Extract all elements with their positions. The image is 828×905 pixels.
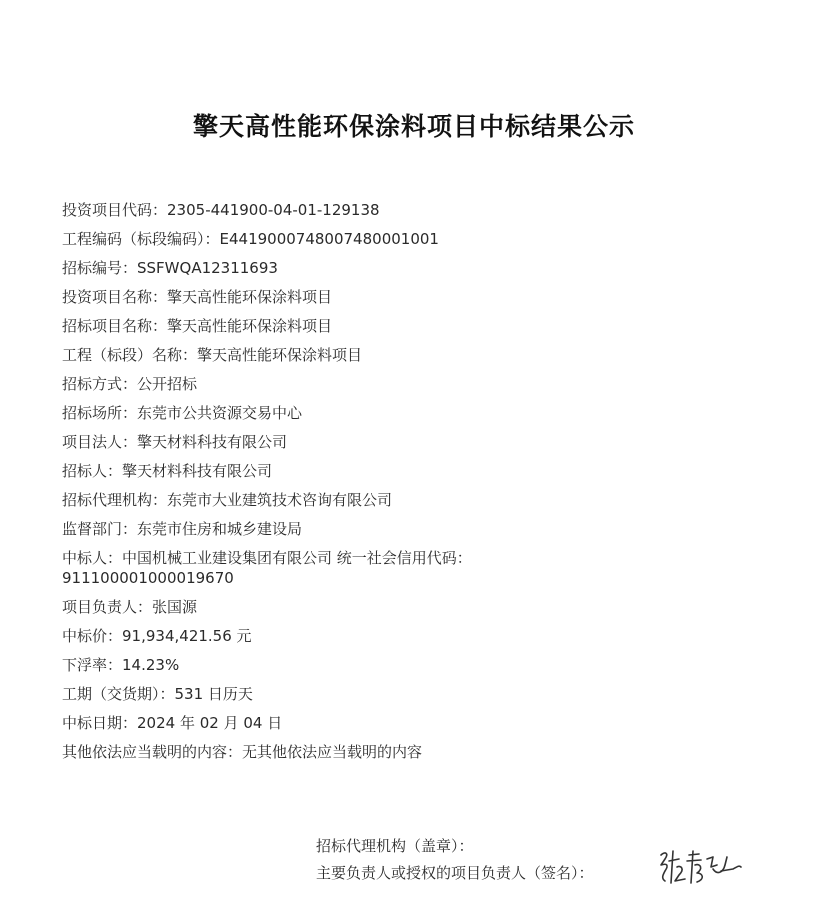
field-value: 公开招标 xyxy=(137,375,198,393)
field-value: 擎天材料科技有限公司 xyxy=(137,433,288,451)
field-tender-number xyxy=(62,258,802,278)
field-value: 擎天高性能环保涂料项目 xyxy=(167,317,333,335)
field-label: 招标人： xyxy=(62,462,123,480)
field-project-legal-entity xyxy=(62,432,802,452)
field-tender-method xyxy=(62,374,802,394)
field-value: 14.23% xyxy=(122,656,180,674)
field-value: 擎天高性能环保涂料项目 xyxy=(167,288,333,306)
field-label: 投资项目代码： xyxy=(62,201,168,219)
document-fields xyxy=(62,200,802,771)
field-value: 无其他依法应当载明的内容 xyxy=(242,743,423,761)
field-label: 招标方式： xyxy=(62,375,138,393)
field-value: SSFWQA12311693 xyxy=(137,259,278,277)
field-label: 下浮率： xyxy=(62,656,123,674)
page-title: 擎天高性能环保涂料项目中标结果公示 xyxy=(192,112,635,141)
field-project-code xyxy=(62,229,802,249)
field-value: 531 日历天 xyxy=(174,685,253,703)
field-project-manager xyxy=(62,597,802,617)
field-winning-bidder xyxy=(62,548,562,588)
field-value: 91,934,421.56 元 xyxy=(122,627,252,645)
field-award-date xyxy=(62,713,802,733)
field-label: 招标项目名称： xyxy=(62,317,168,335)
field-tender-venue xyxy=(62,403,802,423)
field-value: 东莞市大业建筑技术咨询有限公司 xyxy=(167,491,393,509)
field-label: 项目负责人： xyxy=(62,598,153,616)
field-discount-rate xyxy=(62,655,802,675)
field-label: 中标日期： xyxy=(62,714,138,732)
field-tender-project-name xyxy=(62,316,802,336)
field-label: 工期（交货期）： xyxy=(62,685,175,703)
field-value: 擎天材料科技有限公司 xyxy=(122,462,273,480)
field-investment-name xyxy=(62,287,802,307)
field-label: 招标编号： xyxy=(62,259,138,277)
field-tender-agency xyxy=(62,490,802,510)
field-value: 东莞市住房和城乡建设局 xyxy=(137,520,303,538)
field-label: 工程（标段）名称： xyxy=(62,346,198,364)
field-value: 中国机械工业建设集团有限公司 统一社会信用代码：911100001000019670 xyxy=(62,549,472,587)
field-label: 监督部门： xyxy=(62,520,138,538)
field-value: E4419000748007480001001 xyxy=(219,230,439,248)
field-value: 张国源 xyxy=(152,598,198,616)
field-label: 工程编码（标段编码）： xyxy=(62,230,220,248)
field-winning-price xyxy=(62,626,802,646)
field-label: 其他依法应当载明的内容： xyxy=(62,743,243,761)
field-value: 2024 年 02 月 04 日 xyxy=(137,714,283,732)
field-label: 招标场所： xyxy=(62,404,138,422)
field-label: 中标人： xyxy=(62,549,123,567)
seal-line: 招标代理机构（盖章）： xyxy=(316,837,474,855)
field-duration xyxy=(62,684,802,704)
field-label: 中标价： xyxy=(62,627,123,645)
field-label: 投资项目名称： xyxy=(62,288,168,306)
field-value: 擎天高性能环保涂料项目 xyxy=(197,346,363,364)
field-value: 2305-441900-04-01-129138 xyxy=(167,201,380,219)
field-section-name xyxy=(62,345,802,365)
field-other-content xyxy=(62,742,802,762)
field-supervisor xyxy=(62,519,802,539)
field-investment-code xyxy=(62,200,802,220)
field-tenderer xyxy=(62,461,802,481)
field-label: 项目法人： xyxy=(62,433,138,451)
sign-line: 主要负责人或授权的项目负责人（签名）： xyxy=(316,864,594,882)
field-label: 招标代理机构： xyxy=(62,491,168,509)
handwritten-signature xyxy=(655,845,745,887)
field-value: 东莞市公共资源交易中心 xyxy=(137,404,303,422)
